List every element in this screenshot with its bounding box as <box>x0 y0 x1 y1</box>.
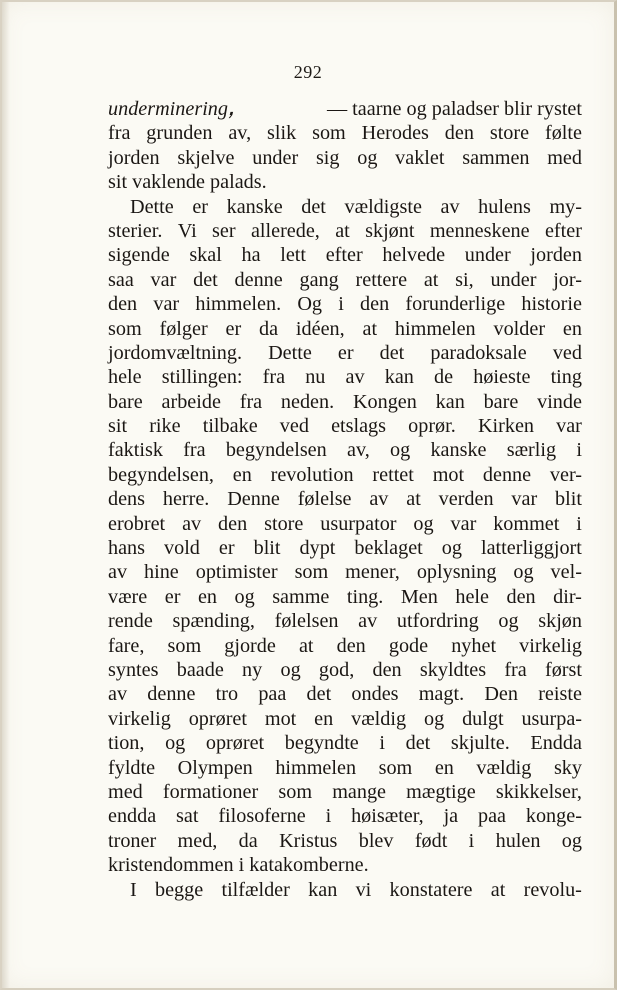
body-text <box>108 97 582 902</box>
word: I <box>130 878 137 901</box>
word: formationer <box>162 780 259 803</box>
text-line <box>108 780 582 804</box>
word: Men <box>400 585 438 608</box>
word: var <box>556 415 582 438</box>
word: reiste <box>538 683 582 706</box>
word: hele <box>108 366 142 389</box>
word: den <box>372 658 402 681</box>
word: hulen <box>495 829 541 852</box>
word: begyndelsen, <box>108 463 214 486</box>
italic-word: undermineringꓹ <box>108 98 235 120</box>
word: var <box>511 488 538 511</box>
word: at <box>490 878 506 901</box>
word: det <box>301 195 326 218</box>
word: av, <box>346 439 370 462</box>
word: bare <box>483 390 519 413</box>
word: Vi <box>177 219 197 242</box>
word: under <box>252 146 299 169</box>
word: Endda <box>530 732 582 755</box>
word: er <box>337 341 354 364</box>
word: var <box>153 293 180 316</box>
word: med, <box>177 829 218 852</box>
word: ved <box>552 341 582 364</box>
word: fare, <box>108 634 145 657</box>
word: vel- <box>550 561 582 584</box>
word: og <box>413 512 434 535</box>
word: gang <box>299 268 339 291</box>
word: menneskene <box>429 219 530 242</box>
word: Herodes <box>361 122 429 145</box>
word: ting <box>550 366 582 389</box>
word: skjøn <box>538 610 582 633</box>
word: fra <box>504 658 527 681</box>
word: den <box>336 634 366 657</box>
word: neden. <box>280 390 335 413</box>
word: vældigste <box>344 195 422 218</box>
word: troner <box>108 829 157 852</box>
word: av <box>358 610 378 633</box>
text-line <box>108 878 582 902</box>
word: i <box>576 439 582 462</box>
word: historie <box>521 293 582 316</box>
word: magt. <box>418 683 465 706</box>
word: god, <box>318 658 355 681</box>
word: er <box>225 317 242 340</box>
word: og <box>165 732 186 755</box>
word: og <box>441 537 462 560</box>
word: Kongen <box>352 390 417 413</box>
word: det <box>306 683 332 706</box>
word: følelsen <box>274 610 339 633</box>
word: oprør. <box>408 415 456 438</box>
word: kanske <box>226 195 283 218</box>
word: Den <box>484 683 518 706</box>
word: virkelig <box>519 634 582 657</box>
word: jordomvæltning. <box>108 341 243 364</box>
text-line <box>108 536 582 560</box>
word: baade <box>176 658 224 681</box>
word: vaklet <box>395 146 445 169</box>
word: konstatere <box>389 878 473 901</box>
text-line <box>108 463 582 487</box>
word: er <box>218 537 235 560</box>
text-line <box>108 731 582 755</box>
word: er <box>164 585 181 608</box>
word: kan <box>435 390 465 413</box>
word: av, <box>228 122 252 145</box>
word: følger <box>159 317 208 340</box>
word: fyldte <box>108 756 156 779</box>
word: faktisk <box>108 439 163 462</box>
word: kanske <box>430 439 487 462</box>
word: sat <box>176 805 199 828</box>
word: slik <box>267 122 297 145</box>
word: store <box>264 512 304 535</box>
word: vældig <box>476 756 532 779</box>
word: og <box>423 707 445 730</box>
word: og <box>498 610 519 633</box>
word: himmelen. <box>195 293 282 316</box>
word: sig <box>315 146 340 169</box>
word: lett <box>280 244 307 267</box>
word: erobret <box>108 512 166 535</box>
word: rende <box>108 610 153 633</box>
word: den <box>108 293 138 316</box>
word: revolu- <box>523 878 582 901</box>
word: med <box>547 146 582 169</box>
word: Kirken <box>477 415 534 438</box>
word: forunderlige <box>405 293 506 316</box>
word: samme <box>272 585 330 608</box>
word: himmelen <box>275 756 357 779</box>
word: av <box>369 488 389 511</box>
word: nu <box>305 366 326 389</box>
text-line <box>108 146 582 170</box>
text-line <box>108 658 582 682</box>
word: tion, <box>108 732 145 755</box>
word: at <box>406 488 421 511</box>
word: denne <box>147 683 196 706</box>
word: sigende <box>108 244 170 267</box>
word: skal <box>189 244 222 267</box>
page-edge-shadow <box>2 2 10 988</box>
word: dens <box>108 488 146 511</box>
word: virkelig <box>108 707 171 730</box>
page-number: 292 <box>293 62 323 82</box>
word: rettere <box>355 268 408 291</box>
word: og <box>280 658 301 681</box>
word: helvede <box>382 244 446 267</box>
word: kan <box>308 878 338 901</box>
word: i <box>576 512 582 535</box>
word: ser <box>212 219 236 242</box>
word: at <box>335 219 350 242</box>
word: i <box>468 829 475 852</box>
word: skyldtes <box>419 658 487 681</box>
word: denne <box>234 268 283 291</box>
line-1-rest: — taarne og paladser blir rystet <box>326 98 582 120</box>
word: en <box>562 317 582 340</box>
word: usurpator <box>320 512 397 535</box>
text-line <box>108 804 582 828</box>
word: beklaget <box>354 537 423 560</box>
word: fra <box>262 366 286 389</box>
word: under <box>490 268 537 291</box>
word: en <box>314 707 334 730</box>
text-line <box>108 195 582 219</box>
word: Og <box>297 293 323 316</box>
word: Denne <box>227 488 280 511</box>
word: en <box>197 585 217 608</box>
word: paa <box>258 683 287 706</box>
word: filosoferne <box>218 805 306 828</box>
word: hine <box>144 561 179 584</box>
word: at <box>298 634 314 657</box>
word: paa <box>478 805 507 828</box>
text-line <box>108 292 582 316</box>
word: jorden <box>108 146 160 169</box>
text-line <box>108 609 582 633</box>
word: gode <box>388 634 429 657</box>
text-line <box>108 243 582 267</box>
word: av <box>182 512 202 535</box>
word: vældig <box>351 707 407 730</box>
word: en <box>232 463 252 486</box>
word: herre. <box>162 488 210 511</box>
text-line <box>108 365 582 389</box>
word: grunden <box>146 122 213 145</box>
text-line <box>108 219 582 243</box>
word: som <box>278 780 313 803</box>
text-line <box>108 487 582 511</box>
word: blev <box>358 829 394 852</box>
text-line <box>108 682 582 706</box>
word: nyhet <box>451 634 497 657</box>
word: mægtige <box>406 780 476 803</box>
word: av <box>440 195 460 218</box>
word: ha <box>241 244 261 267</box>
word: at <box>362 317 378 340</box>
word: av <box>345 366 365 389</box>
word: dir- <box>553 585 582 608</box>
word: saa <box>108 268 134 291</box>
text-line <box>108 121 582 145</box>
word: og <box>357 146 378 169</box>
text-line <box>108 585 582 609</box>
word: konge- <box>525 805 582 828</box>
word: ja <box>443 805 459 828</box>
word: mener, <box>345 561 400 584</box>
word: si, <box>455 268 474 291</box>
text-line <box>108 390 582 414</box>
word: som <box>167 634 202 657</box>
word: og <box>390 439 411 462</box>
word: rettet <box>372 463 414 486</box>
word: og <box>234 585 255 608</box>
word: efter <box>325 244 363 267</box>
word: Dette <box>268 341 312 364</box>
word: verden <box>438 488 494 511</box>
word: tro <box>215 683 239 706</box>
word: vi <box>355 878 372 901</box>
word: under <box>464 244 511 267</box>
text-line <box>108 634 582 658</box>
word: som <box>294 561 329 584</box>
word: ondes <box>351 683 399 706</box>
word: den <box>360 293 390 316</box>
text-line <box>108 707 582 731</box>
word: først <box>544 658 582 681</box>
word: som <box>378 756 413 779</box>
word: endda <box>108 805 157 828</box>
text-line <box>108 438 582 462</box>
word: dulgt <box>462 707 504 730</box>
word: følelse <box>297 488 352 511</box>
word: sit <box>108 415 128 438</box>
word: gjorde <box>224 634 276 657</box>
word: da <box>238 829 258 852</box>
word: begyndelsen <box>225 439 327 462</box>
text-line <box>108 268 582 292</box>
word: vold <box>164 537 200 560</box>
word: en <box>434 756 454 779</box>
word: den <box>444 122 474 145</box>
word: sammen <box>462 146 530 169</box>
word: blit <box>555 488 582 511</box>
word: optimister <box>195 561 278 584</box>
word: rike <box>149 415 181 438</box>
word: da <box>259 317 279 340</box>
word: være <box>108 585 148 608</box>
word: store <box>489 122 530 145</box>
word: skjelve <box>177 146 235 169</box>
word: latterliggjort <box>480 537 582 560</box>
word: hele <box>455 585 489 608</box>
word: tilfælder <box>221 878 290 901</box>
word: stillingen: <box>161 366 243 389</box>
word: dypt <box>299 537 336 560</box>
word: mot <box>432 463 465 486</box>
text-line <box>108 414 582 438</box>
word: sky <box>553 756 582 779</box>
text-line: sit vaklende palads. <box>108 171 267 194</box>
word: himmelen <box>394 317 476 340</box>
word: allerede, <box>250 219 320 242</box>
text-line-1 <box>108 97 582 121</box>
word: revolution <box>270 463 354 486</box>
word: vinde <box>537 390 582 413</box>
word: paradoksale <box>430 341 527 364</box>
word: fra <box>183 439 206 462</box>
text-line <box>108 829 582 853</box>
text-line <box>108 560 582 584</box>
word: av <box>108 561 128 584</box>
word: syntes <box>108 658 159 681</box>
text-line <box>108 756 582 780</box>
word: volder <box>493 317 546 340</box>
word: de <box>434 366 454 389</box>
word: født <box>414 829 448 852</box>
word: bare <box>108 390 143 413</box>
word: utfordring <box>396 610 479 633</box>
word: begyndte <box>284 732 359 755</box>
word: høieste <box>473 366 531 389</box>
text-line: kristendommen i katakomberne. <box>108 854 369 877</box>
text-line <box>108 317 582 341</box>
word: var <box>150 268 177 291</box>
word: etslags <box>331 415 387 438</box>
word: og <box>513 561 534 584</box>
word: skikkelser, <box>495 780 582 803</box>
word: ved <box>279 415 309 438</box>
word: efter <box>544 219 582 242</box>
word: med <box>108 780 143 803</box>
text-line <box>108 341 582 365</box>
word: Olympen <box>177 756 253 779</box>
word: hans <box>108 537 146 560</box>
word: den <box>218 512 248 535</box>
word: jorden <box>530 244 582 267</box>
word: begge <box>155 878 204 901</box>
word: arbeide <box>161 390 221 413</box>
word: den <box>506 585 536 608</box>
word: var <box>450 512 477 535</box>
word: blit <box>253 537 281 560</box>
word: i <box>325 805 332 828</box>
word: fra <box>108 122 131 145</box>
word: skjulte. <box>450 732 510 755</box>
word: kommet <box>493 512 560 535</box>
word: oplysning <box>416 561 497 584</box>
word: og <box>561 829 582 852</box>
word: denne <box>482 463 532 486</box>
word: oprøret <box>205 732 265 755</box>
word: sterier. <box>108 219 163 242</box>
word: det <box>193 268 218 291</box>
word: spænding, <box>172 610 255 633</box>
word: usurpa- <box>521 707 582 730</box>
word: mot <box>264 707 297 730</box>
word: tilbake <box>202 415 258 438</box>
word: skjønt <box>365 219 415 242</box>
word: oprøret <box>188 707 247 730</box>
word: av <box>108 683 128 706</box>
word: det <box>379 341 405 364</box>
word: ting. <box>346 585 384 608</box>
word: følte <box>544 122 582 145</box>
word: jor- <box>553 268 582 291</box>
word: Kristus <box>279 829 338 852</box>
text-line <box>108 512 582 536</box>
word: høisæter, <box>351 805 424 828</box>
word: ny <box>242 658 263 681</box>
word: det <box>405 732 431 755</box>
word: fra <box>239 390 263 413</box>
word: som <box>312 122 346 145</box>
word: idéen, <box>295 317 345 340</box>
word: som <box>108 317 142 340</box>
word: at <box>423 268 439 291</box>
word: my- <box>549 195 582 218</box>
word: hulens <box>478 195 531 218</box>
word: i <box>379 732 385 755</box>
word: i <box>338 293 344 316</box>
word: mange <box>332 780 386 803</box>
word: ver- <box>549 463 582 486</box>
word: særlig <box>506 439 557 462</box>
word: kan <box>384 366 414 389</box>
word: Dette <box>130 195 174 218</box>
word: er <box>192 195 208 218</box>
